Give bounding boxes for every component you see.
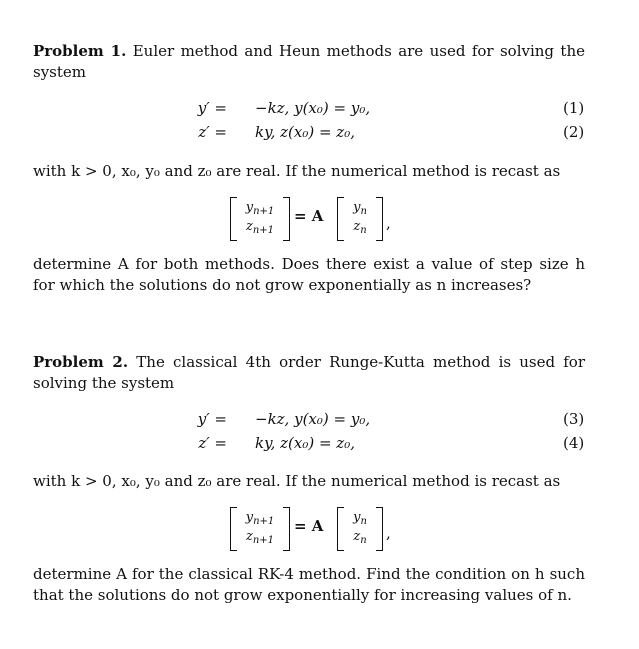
problem2-lhs-vector bbox=[230, 507, 290, 551]
problem2-equation-4 bbox=[0, 434, 639, 456]
vector-subscript: n+1 bbox=[253, 516, 275, 527]
equation-number: (4) bbox=[563, 434, 585, 452]
vector-subscript: n+1 bbox=[253, 206, 275, 217]
problem1-condition: with k > 0, x₀, y₀ and z₀ are real. If the numerical method is recast as bbox=[33, 162, 561, 180]
problem2-question: determine A for the classical RK-4 method. Find the condition on h such that the solutions do not grow exponentially for increasing values of n. bbox=[33, 565, 585, 604]
problem2-intro: The classical 4th order Runge-Kutta method is used for solving the system bbox=[33, 353, 586, 392]
vector-entry: z bbox=[245, 529, 253, 544]
problem1-equation-1 bbox=[0, 99, 639, 121]
problem1-rhs-vector bbox=[337, 197, 383, 241]
problem1-intro: Euler method and Heun methods are used for solving the system bbox=[33, 42, 585, 81]
equation-rhs: ky, z(x₀) = z₀, bbox=[255, 123, 355, 141]
equation-rhs: ky, z(x₀) = z₀, bbox=[255, 434, 355, 452]
problem1-equation-2 bbox=[0, 123, 639, 145]
problem1-comma: , bbox=[386, 214, 391, 232]
vector-entry: z bbox=[245, 219, 253, 234]
vector-entry: z bbox=[353, 529, 361, 544]
equation-lhs: z′ = bbox=[198, 123, 227, 141]
vector-subscript: n+1 bbox=[252, 225, 275, 236]
problem2-rhs-vector bbox=[337, 507, 383, 551]
vector-subscript: n+1 bbox=[252, 535, 275, 546]
equation-lhs: y′ = bbox=[197, 99, 227, 117]
equation-rhs: −kz, y(x₀) = y₀, bbox=[255, 410, 371, 428]
problem2-statement bbox=[33, 352, 585, 394]
problem1-equals-A: = A bbox=[294, 207, 324, 225]
vector-entry: z bbox=[353, 219, 361, 234]
problem2-equation-3 bbox=[0, 410, 639, 432]
problem1-label: Problem 1. bbox=[33, 42, 127, 60]
vector-entry: y bbox=[245, 200, 254, 215]
vector-subscript: n bbox=[360, 516, 367, 527]
problem1-statement bbox=[33, 41, 585, 83]
vector-entry: y bbox=[353, 200, 361, 215]
problem2-condition: with k > 0, x₀, y₀ and z₀ are real. If the numerical method is recast as bbox=[33, 472, 561, 490]
equation-number: (3) bbox=[563, 410, 585, 428]
problem1-question: determine A for both methods. Does there exist a value of step size h for which the solutions do not grow exponentially as n increases? bbox=[33, 255, 585, 294]
problem1-lhs-vector bbox=[230, 197, 290, 241]
equation-number: (1) bbox=[563, 99, 585, 117]
vector-subscript: n bbox=[360, 225, 367, 236]
equation-number: (2) bbox=[563, 123, 585, 141]
vector-entry: y bbox=[353, 510, 361, 525]
vector-subscript: n bbox=[360, 535, 367, 546]
equation-lhs: z′ = bbox=[198, 434, 227, 452]
equation-lhs: y′ = bbox=[197, 410, 227, 428]
problem2-comma: , bbox=[386, 524, 391, 542]
vector-entry: y bbox=[245, 510, 254, 525]
equation-rhs: −kz, y(x₀) = y₀, bbox=[255, 99, 371, 117]
problem2-equals-A: = A bbox=[294, 517, 324, 535]
problem2-label: Problem 2. bbox=[33, 353, 129, 371]
vector-subscript: n bbox=[360, 206, 367, 217]
